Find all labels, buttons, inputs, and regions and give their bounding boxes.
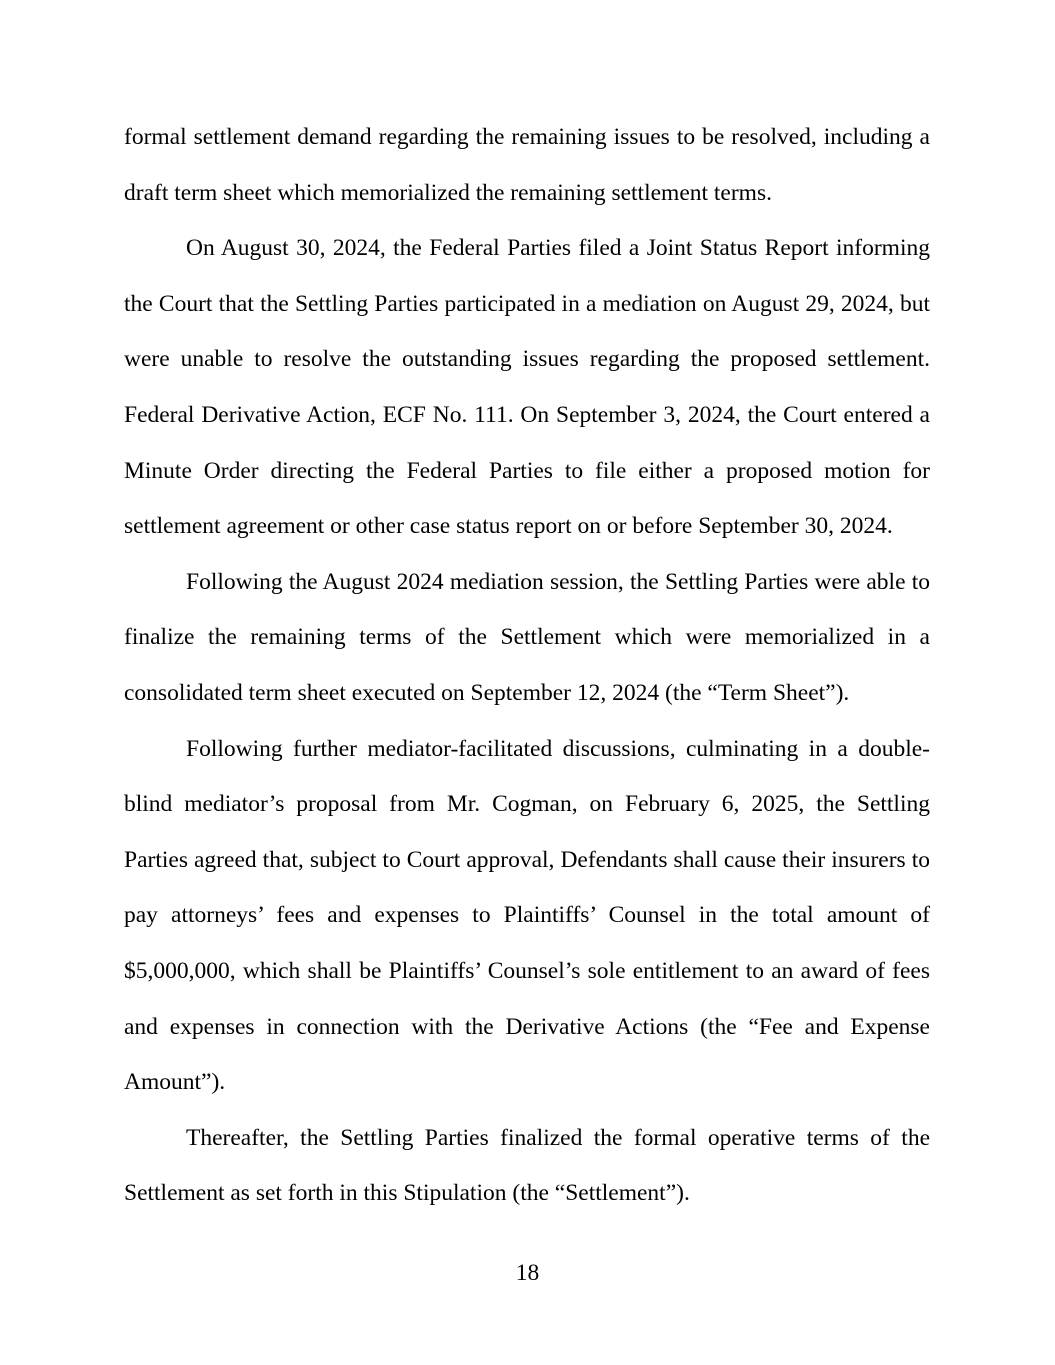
- paragraph-joint-status-report: On August 30, 2024, the Federal Parties filed a Joint Status Report informing the Court that the Settling Parties participated in a mediation on August 29, 2024, but were unable to resolve the outstanding issues regarding the proposed settlement. Federal Derivative Action, ECF No. 111. On September 3, 2024, the Court entered a Minute Order directing the Federal Parties to file either a proposed motion for settlement agreement or other case status report on or before September 30, 2024.: [124, 235, 930, 540]
- document-body: [124, 110, 930, 1222]
- paragraph-continued: formal settlement demand regarding the remaining issues to be resolved, including a draft term sheet which memorialized the remaining settlement terms.: [124, 124, 930, 206]
- paragraph-settlement-terms: Thereafter, the Settling Parties finalized the formal operative terms of the Settlement as set forth in this Stipulation (the “Settlement”).: [124, 1124, 930, 1207]
- page-number: 18: [515, 1260, 540, 1286]
- paragraph-fee-and-expense: Following further mediator-facilitated discussions, culminating in a double-blind mediator’s proposal from Mr. Cogman, on February 6, 2025, the Settling Parties agreed that, subject to Court approval, Defendants shall cause their insurers to pay attorneys’ fees and expenses to Plaintiffs’ Counsel in the total amount of $5,000,000, which shall be Plaintiffs’ Counsel’s sole entitlement to an award of fees and expenses in connection with the Derivative Actions (the “Fee and Expense Amount”).: [124, 735, 930, 1096]
- paragraph-term-sheet: Following the August 2024 mediation session, the Settling Parties were able to finalize the remaining terms of the Settlement which were memorialized in a consolidated term sheet executed on September 12, 2024 (the “Term Sheet”).: [124, 568, 930, 706]
